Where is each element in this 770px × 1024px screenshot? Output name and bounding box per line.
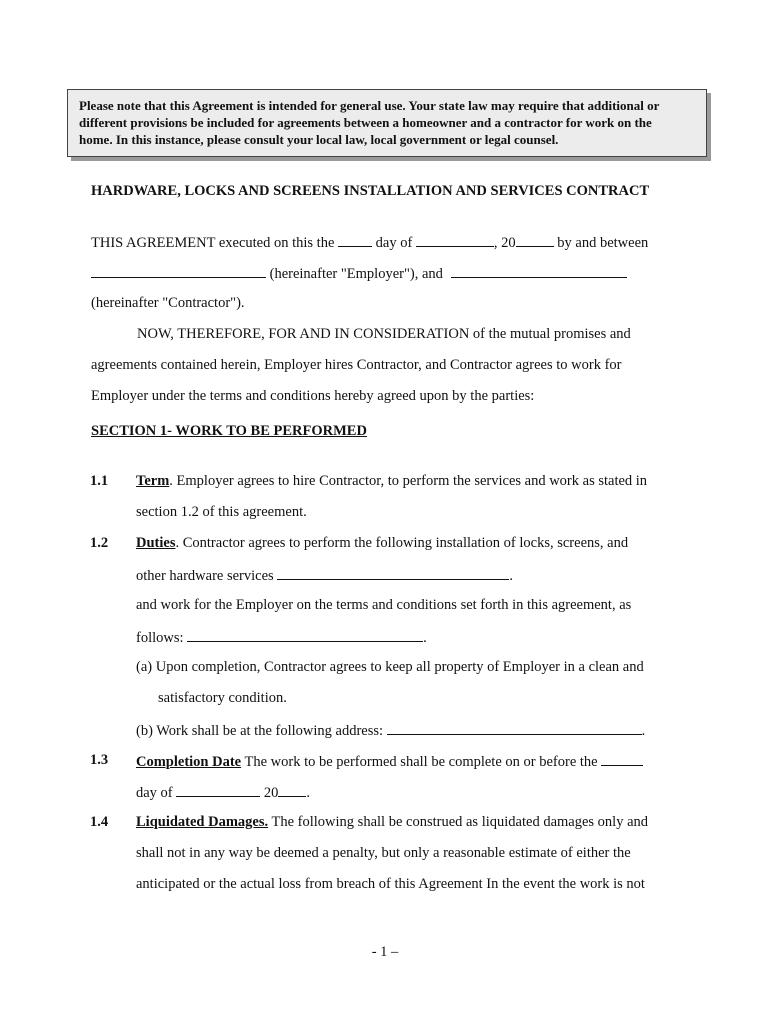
now-line-3: Employer under the terms and conditions hereby agreed upon by the parties: xyxy=(91,388,535,404)
s13-number: 1.3 xyxy=(90,752,109,768)
s14-number: 1.4 xyxy=(90,814,109,830)
disclaimer-line-3: home. In this instance, please consult your local law, local government or legal counsel. xyxy=(79,132,559,147)
page-number: - 1 – xyxy=(371,944,399,960)
section-1-heading: SECTION 1- WORK TO BE PERFORMED xyxy=(91,423,367,439)
contractor-label: (hereinafter "Contractor"). xyxy=(91,295,245,311)
s12-line-3: and work for the Employer on the terms and conditions set forth in this agreement, as xyxy=(136,597,632,613)
s14-line-1 xyxy=(136,814,648,831)
s12-text-4: follows: xyxy=(136,630,184,646)
s12-text-1: . Contractor agrees to perform the following installation of locks, screens, and xyxy=(175,535,629,551)
employer-name-blank[interactable] xyxy=(91,264,266,278)
disclaimer-box xyxy=(67,89,707,157)
s14-text-1: The following shall be construed as liquidated damages only and xyxy=(268,814,649,830)
disclaimer-line-2: different provisions be included for agreements between a homeowner and a contractor for work on the xyxy=(79,115,652,130)
s13-text-2b: 20 xyxy=(263,785,279,801)
s13-line-2: day of 20 . xyxy=(136,785,311,801)
intro-line-2 xyxy=(91,264,627,283)
intro-text-a: THIS AGREEMENT executed on this the xyxy=(91,235,335,251)
s12-line-1 xyxy=(136,535,628,552)
s12-a-line-2: satisfactory condition. xyxy=(158,690,287,706)
s11-number: 1.1 xyxy=(90,473,109,489)
s12-heading: Duties xyxy=(136,535,176,551)
s14-heading: Liquidated Damages. xyxy=(136,814,269,830)
s12-a-line-1: (a) Upon completion, Contractor agrees to keep all property of Employer in a clean and xyxy=(136,659,644,675)
s13-line-1 xyxy=(136,752,643,771)
intro-text-b: day of xyxy=(375,235,413,251)
intro-text-c: , 20 xyxy=(493,235,516,251)
s14-line-2: shall not in any way be deemed a penalty, but only a reasonable estimate of either the xyxy=(136,845,631,861)
s14-line-3: anticipated or the actual loss from breach of this Agreement In the event the work is not xyxy=(136,876,645,892)
s13-heading: Completion Date xyxy=(136,754,242,770)
follows-blank[interactable] xyxy=(187,628,423,642)
s12-text-2: other hardware services xyxy=(136,568,274,584)
s12-number: 1.2 xyxy=(90,535,109,551)
year-blank[interactable] xyxy=(516,233,554,247)
s11-heading: Term xyxy=(136,473,170,489)
intro-text-d: by and between xyxy=(557,235,649,251)
employer-label: (hereinafter "Employer"), and xyxy=(269,266,443,282)
completion-year-blank[interactable] xyxy=(278,783,306,797)
month-blank[interactable] xyxy=(416,233,494,247)
contractor-name-blank[interactable] xyxy=(451,264,627,278)
s13-text-2a: day of xyxy=(136,785,173,801)
now-line-2: agreements contained herein, Employer hires Contractor, and Contractor agrees to work for xyxy=(91,357,622,373)
document-title: HARDWARE, LOCKS AND SCREENS INSTALLATION AND SERVICES CONTRACT xyxy=(91,183,650,199)
disclaimer-line-1: Please note that this Agreement is intended for general use. Your state law may require that additional or xyxy=(79,98,660,113)
s12-line-4: follows: . xyxy=(136,630,427,646)
s12-b-line: (b) Work shall be at the following address: . xyxy=(136,723,646,739)
completion-month-blank[interactable] xyxy=(176,783,260,797)
s12-line-2: other hardware services . xyxy=(136,568,513,584)
now-line-1: NOW, THEREFORE, FOR AND IN CONSIDERATION of the mutual promises and xyxy=(137,326,631,342)
completion-day-blank[interactable] xyxy=(601,752,643,766)
address-blank[interactable] xyxy=(387,721,642,735)
s12-text-b: (b) Work shall be at the following address: xyxy=(136,723,384,739)
s11-line-1 xyxy=(136,473,647,490)
s11-text-1: . Employer agrees to hire Contractor, to perform the services and work as stated in xyxy=(169,473,648,489)
services-blank[interactable] xyxy=(277,566,509,580)
s13-text-1: The work to be performed shall be complete on or before the xyxy=(241,754,598,770)
s11-line-2: section 1.2 of this agreement. xyxy=(136,504,307,520)
intro-line-1 xyxy=(91,233,648,252)
day-blank[interactable] xyxy=(338,233,372,247)
